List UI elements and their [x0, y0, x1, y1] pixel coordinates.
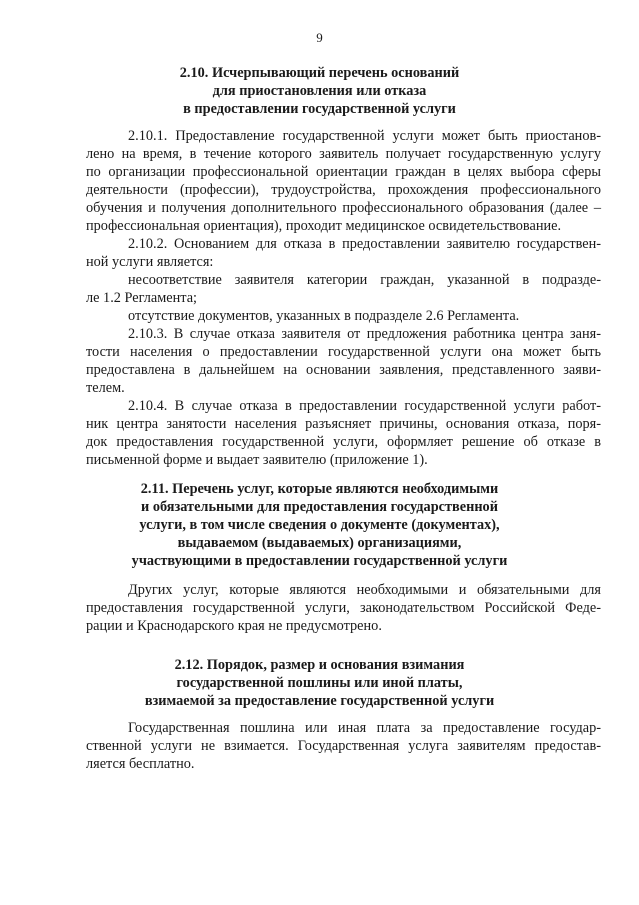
section-2-10-paragraph-4	[86, 307, 601, 325]
text-line: телем.	[86, 380, 125, 396]
text-line: несоответствие заявителя категории граждан, указанной в подразде-	[128, 272, 601, 288]
text-line: деятельности (профессии), трудоустройства, прохождения профессионального	[86, 182, 601, 198]
text-line: ник центра занятости населения разъясняет причины, основания отказа, поря-	[86, 416, 601, 432]
section-2-11-paragraph-1	[86, 581, 601, 635]
text-line: письменной форме и выдает заявителю (приложение 1).	[86, 452, 428, 468]
text-line: ле 1.2 Регламента;	[86, 290, 198, 306]
section-2-10-title-line: 2.10. Исчерпывающий перечень оснований	[179, 65, 460, 81]
text-line: Государственная пошлина или иная плата за предоставление государ-	[128, 720, 601, 736]
text-line: профессиональная ориентация), проходит медицинское освидетельствование.	[86, 218, 562, 234]
text-line: лено на время, в течение которого заявитель получает государственную услугу	[86, 146, 601, 162]
text-line: 2.10.1. Предоставление государственной услуги может быть приостанов-	[128, 128, 601, 144]
section-2-11-title-line: и обязательными для предоставления государственной	[141, 499, 498, 515]
text-line: отсутствие документов, указанных в подразделе 2.6 Регламента.	[128, 308, 520, 324]
section-2-12-title-line: 2.12. Порядок, размер и основания взимания	[174, 657, 465, 673]
text-line: обучения и получения дополнительного профессионального образования (далее –	[86, 200, 601, 216]
section-2-12-paragraph-1	[86, 719, 601, 773]
section-2-10-paragraph-3	[86, 271, 601, 307]
section-2-11-title-line: 2.11. Перечень услуг, которые являются необходимыми	[140, 481, 499, 497]
text-line: тости населения о предоставлении государственной услуги она может быть	[86, 344, 601, 360]
section-2-11-title-line: участвующими в предоставлении государственной услуги	[131, 553, 508, 569]
section-2-10-title-line: в предоставлении государственной услуги	[183, 101, 456, 117]
section-2-11-title-line: выдаваемом (выдаваемых) организациями,	[177, 535, 462, 551]
section-2-12-title-line: государственной пошлины или иной платы,	[176, 675, 463, 691]
text-line: предоставлена в дальнейшем на основании заявления, представленного заяви-	[86, 362, 601, 378]
section-2-10-title-line: для приостановления или отказа	[212, 83, 427, 99]
text-line: 2.10.4. В случае отказа в предоставлении государственной услуги работ-	[128, 398, 601, 414]
text-line: рации и Краснодарского края не предусмотрено.	[86, 618, 382, 634]
text-line: док предоставления государственной услуги, оформляет решение об отказе в	[86, 434, 601, 450]
section-2-11-title-line: услуги, в том числе сведения о документе (документах),	[139, 517, 500, 533]
text-line: Других услуг, которые являются необходимыми и обязательными для	[128, 582, 601, 598]
section-2-10-title	[0, 64, 639, 118]
section-2-10-paragraph-2	[86, 235, 601, 271]
text-line: ляется бесплатно.	[86, 756, 195, 772]
page-number: 9	[316, 30, 323, 45]
section-2-11-title	[0, 480, 639, 570]
section-2-10-paragraph-1	[86, 127, 601, 235]
text-line: ственной услуги не взимается. Государственная услуга заявителям предостав-	[86, 738, 601, 754]
section-2-10-paragraph-6	[86, 397, 601, 469]
section-2-12-title-line: взимаемой за предоставление государственной услуги	[144, 693, 495, 709]
text-line: предоставления государственной услуги, законодательством Российской Феде-	[86, 600, 601, 616]
section-2-12-title	[0, 656, 639, 710]
text-line: 2.10.2. Основанием для отказа в предоставлении заявителю государствен-	[128, 236, 601, 252]
text-line: 2.10.3. В случае отказа заявителя от предложения работника центра заня-	[128, 326, 601, 342]
section-2-10-paragraph-5	[86, 325, 601, 397]
text-line: по организации профессиональной ориентации граждан в целях выбора сферы	[86, 164, 601, 180]
text-line: ной услуги является:	[86, 254, 214, 270]
